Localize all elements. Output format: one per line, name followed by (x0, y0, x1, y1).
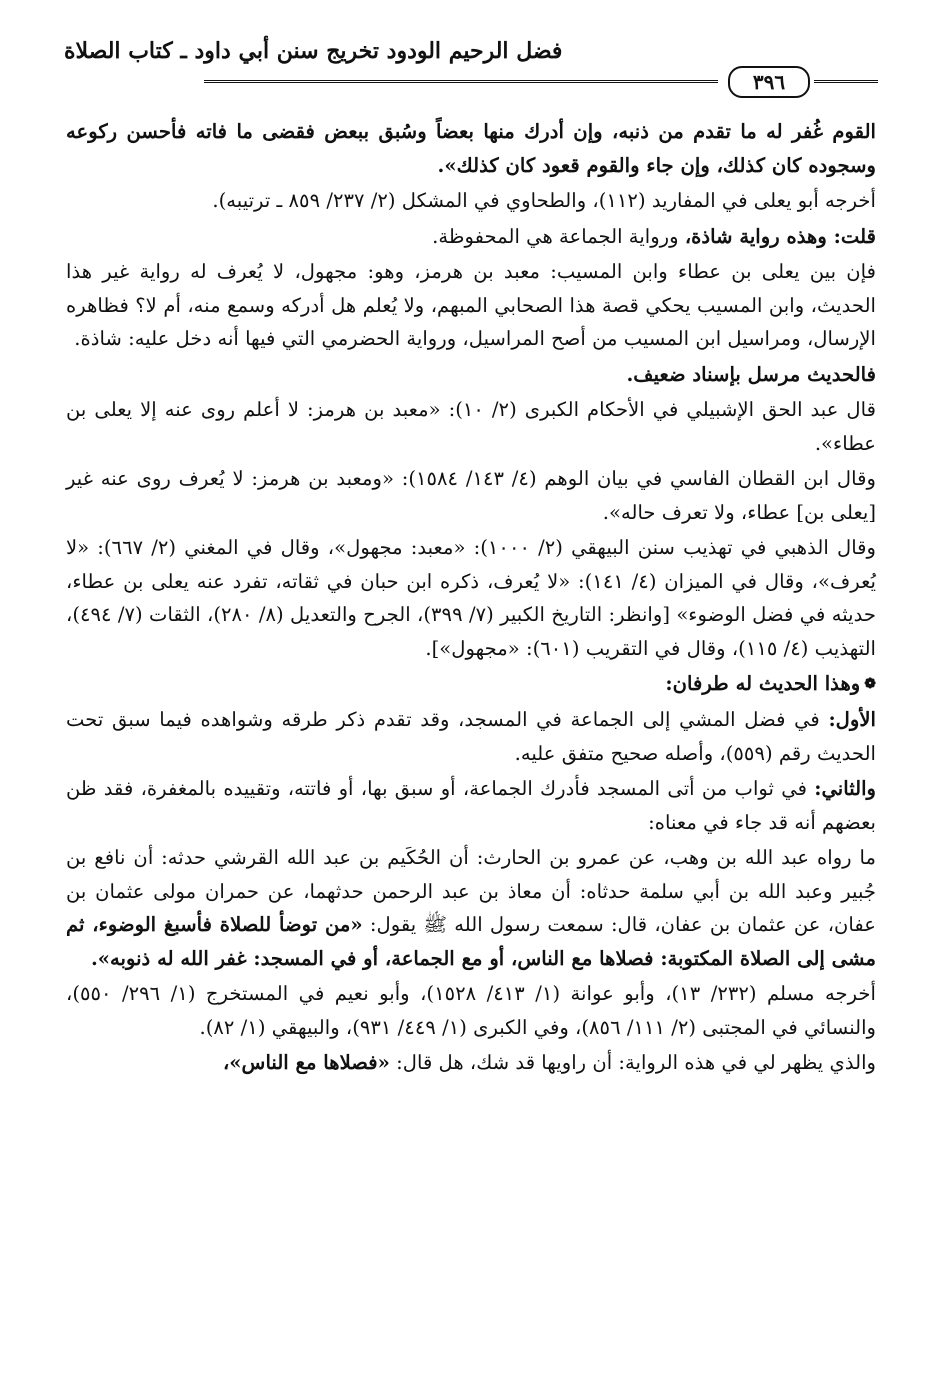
second-label: والثاني: (814, 777, 876, 801)
section-heading (66, 667, 876, 701)
paragraph-hadith-end: القوم غُفر له ما تقدم من ذنبه، وإن أدرك منها بعضاً وسُبق ببعض فقضى ما فاته فأحسن ركوعه وسجوده كان كذلك، وإن جاء والقوم قعود كان كذلك». (66, 120, 876, 177)
paragraph-takhrij-2: أخرجه مسلم (٢٣٢/ ١٣)، وأبو عوانة (١/ ٤١٣/ ١٥٢٨)، وأبو نعيم في المستخرج (١/ ٢٩٦/ ٥٥٠)، والنسائي في المجتبى (٢/ ١١١/ ٨٥٦)، وفي الكبرى (١/ ٤٤٩/ ٩٣١)، والبيهقي (١/ ٨٢). (66, 982, 876, 1039)
section-heading-text: وهذا الحديث له طرفان: (665, 672, 861, 695)
qultu-label: قلت: وهذه رواية شاذة، (684, 224, 876, 248)
running-header (64, 40, 878, 96)
page-body (66, 115, 876, 1082)
conclusion-text: والذي يظهر لي في هذه الرواية: أن راويها قد شك، هل قال: (389, 1051, 876, 1075)
first-text: في فضل المشي إلى الجماعة في المسجد، وقد تقدم ذكر طرقه وشواهده فيما سبق تحت الحديث رقم (٥٥٩)، وأصله صحيح متفق عليه. (66, 708, 876, 765)
conclusion-quote: «فصلاها مع الناس»، (222, 1051, 390, 1075)
paragraph-verdict: فالحديث مرسل بإسناد ضعيف. (626, 362, 876, 386)
paragraph-dhahabi: وقال الذهبي في تهذيب سنن البيهقي (٢/ ١٠٠٠): «معبد: مجهول»، وقال في المغني (٢/ ٦٦٧): «لا يُعرف»، وقال في الميزان (٤/ ١٤١): «لا يُعرف، ذكره ابن حبان في ثقاته، تفرد عنه يعلى بن عطاء، حديثه في فضل الوضوء» [وانظر: التاريخ الكبير (٧/ ٣٩٩)، الجرح والتعديل (٨/ ٢٨٠)، الثقات (٧/ ٤٩٤)، التهذيب (٤/ ١١٥)، وقال في التقريب (٦٠١): «مجهول»]. (66, 536, 876, 660)
page-number: ٣٩٦ (728, 66, 810, 98)
hadith-text: «من توضأ للصلاة فأسبغ الوضوء، ثم مشى إلى الصلاة المكتوبة: فصلاها مع الناس، أو مع الجماعة، أو في المسجد: غفر الله له ذنوبه». (66, 913, 876, 970)
header-rule-left (204, 80, 718, 83)
qultu-text: ورواية الجماعة هي المحفوظة. (432, 224, 685, 248)
paragraph-second-part (66, 772, 876, 839)
second-text: في ثواب من أتى المسجد فأدرك الجماعة، أو سبق بها، أو فاتته، وتقييده بالمغفرة، فقد ظن بعضهم أنه قد جاء في معناه: (66, 777, 876, 834)
paragraph-conclusion (66, 1046, 876, 1080)
paragraph-first-part (66, 703, 876, 770)
header-rule-right (814, 80, 878, 83)
paragraph-qultu (66, 220, 876, 254)
header-title: فضل الرحيم الودود تخريج سنن أبي داود ـ كتاب الصلاة (64, 38, 563, 64)
isnad-text: ما رواه عبد الله بن وهب، عن عمرو بن الحارث: أن الحُكَيم بن عبد الله القرشي حدثه: أن نافع بن جُبير وعبد الله بن أبي سلمة حدثاه: أن معاذ بن عبد الرحمن حدثهما، عن حمران مولى عثمان بن عفان، عن عثمان بن عفان، قال: سمعت رسول الله ﷺ يقول: (66, 846, 876, 937)
first-label: الأول: (828, 708, 876, 732)
paragraph-isnad (66, 841, 876, 975)
paragraph-takhrij-1: أخرجه أبو يعلى في المفاريد (١١٢)، والطحاوي في المشكل (٢/ ٢٣٧/ ٨٥٩ ـ ترتيبه). (212, 189, 876, 212)
paragraph-analysis: فإن بين يعلى بن عطاء وابن المسيب: معبد بن هرمز، وهو: مجهول، لا يُعرف له رواية غير هذا الحديث، وابن المسيب يحكي قصة هذا الصحابي المبهم، ولا يُعلم هل أدركه وسمع منه، أم لا؟ فظاهره الإرسال، ومراسيل ابن المسيب من أصح المراسيل، ورواية الحضرمي التي فيها أنه دخل عليه: شاذة. (66, 260, 876, 350)
paragraph-ishbili: قال عبد الحق الإشبيلي في الأحكام الكبرى (٢/ ١٠): «معبد بن هرمز: لا أعلم روى عنه إلا يعلى بن عطاء». (66, 398, 876, 455)
flower-icon: ❁ (864, 675, 876, 692)
paragraph-ibn-qattan: وقال ابن القطان الفاسي في بيان الوهم (٤/ ١٤٣/ ١٥٨٤): «ومعبد بن هرمز: لا يُعرف روى عنه غير [يعلى بن] عطاء، ولا تعرف حاله». (66, 467, 876, 524)
